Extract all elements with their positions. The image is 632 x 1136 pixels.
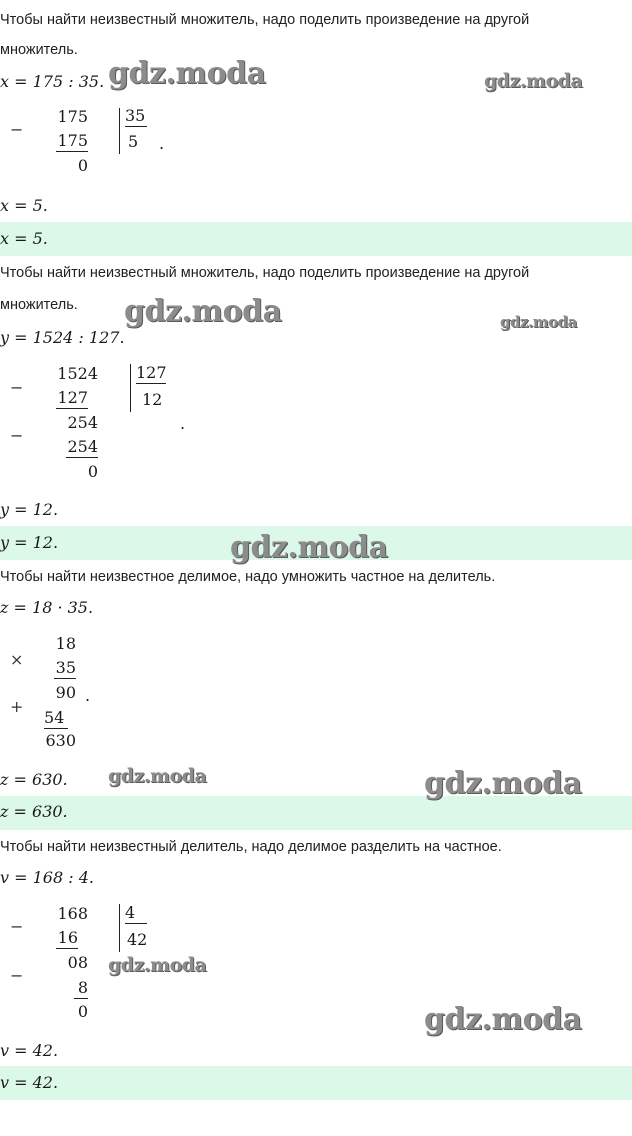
factor-1: 18	[55, 634, 76, 653]
watermark-logo: gdz.moda	[500, 313, 577, 331]
division-bar	[130, 364, 131, 412]
quotient: 12	[142, 390, 163, 409]
answer-bar-1	[0, 222, 632, 256]
remainder: 0	[87, 462, 98, 481]
dividend: 168	[57, 904, 88, 923]
divisor: 127	[136, 363, 167, 382]
result-1: x = 5.	[0, 196, 48, 215]
rule-text-3: Чтобы найти неизвестное делимое, надо умножить частное на делитель.	[0, 569, 496, 585]
subtrahend: 127	[57, 388, 88, 407]
subtrahend: 8	[74, 978, 88, 999]
rule-text-2b: множитель.	[0, 297, 78, 313]
dividend: 175	[57, 107, 88, 126]
result-3: z = 630.	[0, 770, 68, 789]
minus-sign: −	[10, 917, 24, 936]
equation-4: v = 168 : 4.	[0, 868, 94, 887]
rule-text-4: Чтобы найти неизвестный делитель, надо делимое разделить на частное.	[0, 839, 502, 855]
rule-text-2a: Чтобы найти неизвестный множитель, надо поделить произведение на другой	[0, 265, 530, 281]
factor-2: 35	[55, 658, 76, 677]
result-2: y = 12.	[0, 500, 59, 519]
rule-text-1b: множитель.	[0, 42, 78, 58]
watermark-logo: gdz.moda	[424, 1002, 582, 1037]
watermark-logo: gdz.moda	[108, 954, 207, 976]
partial-dividend: 254	[67, 413, 98, 432]
division-bar	[119, 904, 120, 952]
remainder: 0	[77, 156, 88, 175]
remainder: 0	[77, 1002, 88, 1021]
answer-bar-3	[0, 796, 632, 830]
divisor: 35	[125, 106, 146, 125]
subtrahend: 175	[57, 131, 88, 150]
watermark-logo: gdz.moda	[424, 766, 582, 801]
period: .	[85, 686, 91, 705]
answer-1: x = 5.	[0, 229, 48, 248]
times-sign: ×	[10, 650, 24, 669]
partial-dividend: 08	[67, 953, 88, 972]
period: .	[180, 414, 186, 433]
answer-3: z = 630.	[0, 802, 68, 821]
equation-2: y = 1524 : 127.	[0, 328, 125, 347]
watermark-logo: gdz.moda	[108, 56, 266, 91]
period: .	[159, 134, 165, 153]
minus-sign: −	[10, 120, 24, 139]
minus-sign: −	[10, 378, 24, 397]
result-4: v = 42.	[0, 1041, 59, 1060]
quotient: 5	[128, 132, 139, 151]
division-bar	[119, 108, 120, 154]
partial-product-2: 54	[44, 708, 68, 729]
subtrahend: 16	[57, 928, 78, 947]
minus-sign: −	[10, 426, 24, 445]
product: 630	[45, 731, 76, 750]
answer-4: v = 42.	[0, 1073, 59, 1092]
answer-bar-4	[0, 1066, 632, 1100]
partial-product-1: 90	[55, 683, 76, 702]
divisor: 4	[125, 903, 147, 924]
rule-text-1a: Чтобы найти неизвестный множитель, надо поделить произведение на другой	[0, 12, 530, 28]
dividend: 1524	[57, 364, 98, 383]
equation-3: z = 18 · 35.	[0, 598, 94, 617]
minus-sign: −	[10, 966, 24, 985]
watermark-logo: gdz.moda	[230, 530, 388, 565]
quotient: 42	[127, 930, 148, 949]
watermark-logo: gdz.moda	[484, 70, 583, 92]
answer-2: y = 12.	[0, 533, 59, 552]
equation-1: x = 175 : 35.	[0, 72, 105, 91]
watermark-logo: gdz.moda	[124, 294, 282, 329]
subtrahend: 254	[67, 437, 98, 456]
watermark-logo: gdz.moda	[108, 765, 207, 787]
plus-sign: +	[10, 697, 24, 716]
